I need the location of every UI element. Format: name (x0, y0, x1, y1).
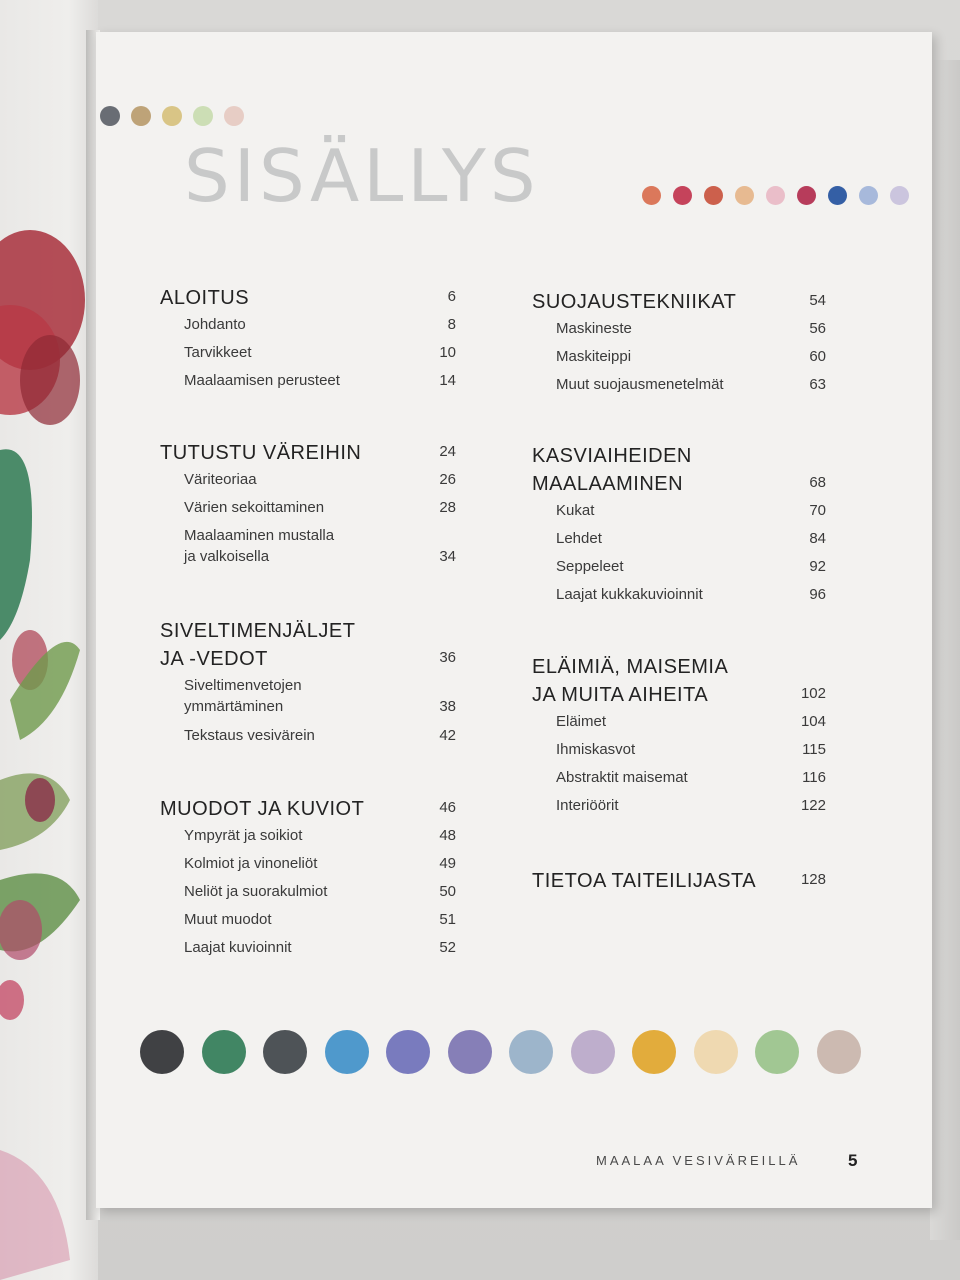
entry-title: Kolmiot ja vinoneliöt (184, 855, 318, 872)
entry-title: Väriteoriaa (184, 471, 257, 488)
entry-title: Maalaaminen mustalla (184, 527, 335, 544)
section-page-number: 54 (809, 292, 826, 309)
entry-title: Johdanto (184, 316, 246, 333)
title-dot-6 (797, 186, 816, 205)
title-dot-7 (828, 186, 847, 205)
color-swatch-3 (263, 1030, 307, 1074)
color-swatch-9 (632, 1030, 676, 1074)
book-edge (930, 60, 960, 1240)
entry-page-number: 56 (809, 320, 826, 337)
entry-title: Laajat kukkakuvioinnit (556, 586, 703, 603)
entry-page-number: 84 (809, 530, 826, 547)
facing-page (0, 0, 98, 1280)
title-dot-5 (766, 186, 785, 205)
entry-page-number: 51 (439, 911, 456, 928)
section-title: JA -VEDOT (160, 648, 268, 670)
entry-page-number: 26 (439, 471, 456, 488)
top-dot-3 (162, 106, 182, 126)
top-dot-4 (193, 106, 213, 126)
entry-page-number: 116 (802, 769, 826, 786)
color-swatch-1 (140, 1030, 184, 1074)
entry-title: Lehdet (556, 530, 602, 547)
watercolor-flowers-illustration (0, 0, 98, 1280)
section-page-number: 102 (800, 685, 826, 702)
title-dot-8 (859, 186, 878, 205)
section-title: KASVIAIHEIDEN (532, 445, 692, 467)
top-dot-1 (100, 106, 120, 126)
entry-page-number: 122 (800, 797, 826, 814)
entry-title: Värien sekoittaminen (184, 499, 325, 516)
section-page-number: 24 (439, 443, 456, 460)
entry-page-number: 10 (439, 344, 456, 361)
title-dot-3 (704, 186, 723, 205)
entry-title: ja valkoisella (184, 548, 270, 565)
title-dot-2 (673, 186, 692, 205)
section-title: SUOJAUSTEKNIIKAT (532, 291, 737, 313)
page-number: 5 (848, 1151, 858, 1170)
color-swatch-5 (386, 1030, 430, 1074)
entry-page-number: 63 (809, 376, 826, 393)
entry-title: Laajat kuvioinnit (184, 939, 292, 956)
title-dot-1 (642, 186, 661, 205)
entry-title: Maskiteippi (556, 348, 632, 365)
entry-page-number: 115 (802, 741, 826, 758)
entry-title: Neliöt ja suorakulmiot (184, 883, 328, 900)
footer-book-title: MAALAA VESIVÄREILLÄ (596, 1153, 801, 1168)
section-title: JA MUITA AIHEITA (532, 684, 709, 706)
entry-page-number: 96 (809, 586, 826, 603)
entry-page-number: 38 (439, 698, 456, 715)
section-title: ELÄIMIÄ, MAISEMIA (532, 656, 729, 678)
color-swatch-10 (694, 1030, 738, 1074)
section-page-number: 46 (439, 799, 456, 816)
entry-page-number: 52 (439, 939, 456, 956)
top-dot-2 (131, 106, 151, 126)
section-title: MAALAAMINEN (532, 473, 684, 495)
entry-page-number: 50 (439, 883, 456, 900)
section-title: ALOITUS (160, 287, 250, 309)
entry-page-number: 28 (439, 499, 456, 516)
section-page-number: 36 (439, 649, 456, 666)
entry-page-number: 42 (439, 727, 456, 744)
entry-page-number: 70 (809, 502, 826, 519)
title-dot-9 (890, 186, 909, 205)
entry-title: Muut suojausmenetelmät (556, 376, 724, 393)
entry-page-number: 49 (439, 855, 456, 872)
section-title: MUODOT JA KUVIOT (160, 798, 365, 820)
section-page-number: 6 (447, 288, 456, 305)
color-swatch-11 (755, 1030, 799, 1074)
entry-title: Maalaamisen perusteet (184, 372, 340, 389)
entry-page-number: 60 (809, 348, 826, 365)
entry-page-number: 34 (439, 548, 456, 565)
section-title: SIVELTIMENJÄLJET (160, 620, 356, 642)
title-dot-4 (735, 186, 754, 205)
entry-page-number: 48 (439, 827, 456, 844)
section-page-number: 68 (809, 474, 826, 491)
color-swatch-7 (509, 1030, 553, 1074)
color-swatch-6 (448, 1030, 492, 1074)
entry-page-number: 92 (809, 558, 826, 575)
section-title: TUTUSTU VÄREIHIN (160, 442, 362, 464)
entry-title: Maskineste (556, 320, 632, 337)
section-title: TIETOA TAITEILIJASTA (532, 870, 757, 892)
entry-title: Ihmiskasvot (556, 741, 636, 758)
entry-title: Eläimet (556, 713, 607, 730)
entry-title: Kukat (556, 502, 595, 519)
entry-title: Ympyrät ja soikiot (184, 827, 303, 844)
entry-page-number: 14 (439, 372, 456, 389)
section-page-number: 128 (800, 871, 826, 888)
entry-title: ymmärtäminen (184, 698, 284, 715)
page-title: SISÄLLYS (184, 134, 540, 218)
color-swatch-8 (571, 1030, 615, 1074)
entry-page-number: 8 (447, 316, 456, 333)
entry-page-number: 104 (800, 713, 826, 730)
entry-title: Muut muodot (184, 911, 272, 928)
entry-title: Abstraktit maisemat (556, 769, 688, 786)
color-swatch-2 (202, 1030, 246, 1074)
entry-title: Interiöörit (556, 797, 619, 814)
color-swatch-12 (817, 1030, 861, 1074)
top-dot-5 (224, 106, 244, 126)
entry-title: Siveltimenvetojen (184, 677, 302, 694)
entry-title: Tekstaus vesivärein (184, 727, 315, 744)
entry-title: Seppeleet (556, 558, 624, 575)
entry-title: Tarvikkeet (184, 344, 252, 361)
color-swatch-4 (325, 1030, 369, 1074)
